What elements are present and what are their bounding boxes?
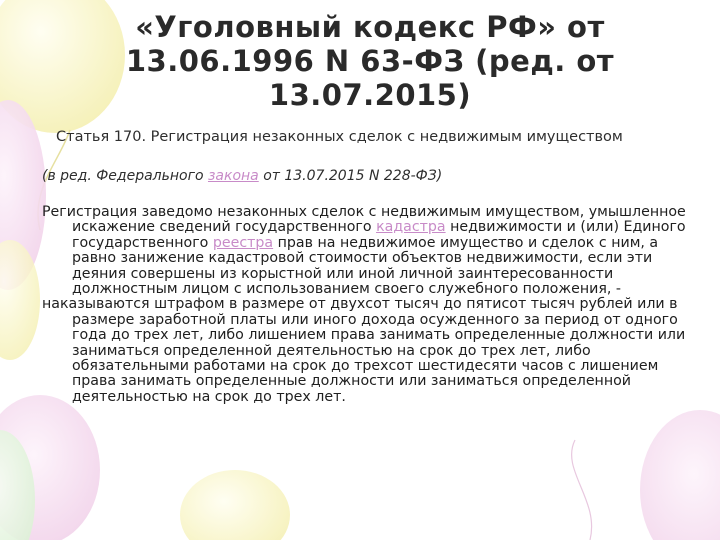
- paragraph-punishment: наказываются штрафом в размере от двухсот тысяч до пятисот тысяч рублей или в размере заработной платы или иного дохода осужденного за период от одного года до трех лет, либо лишением права занимать определенные должности или заниматься определенной деятельностью на срок до трех лет, либо обязательными работами на срок до трехсот шестидесяти часов с лишением права занимать определенные должности или заниматься определенной деятельностью на срок до трех лет.: [42, 296, 686, 405]
- paragraph1-part2: недвижимости и (или) Единого государственного: [72, 219, 686, 251]
- title-line-2: 13.06.1996 N 63-ФЗ (ред. от: [125, 44, 615, 78]
- cadastre-link[interactable]: кадастра: [376, 219, 446, 236]
- article-heading: Статья 170. Регистрация незаконных сделок с недвижимым имуществом: [56, 129, 623, 145]
- title-line-1: «Уголовный кодекс РФ» от: [135, 10, 605, 44]
- article-body: [42, 205, 690, 405]
- paragraph1-part3: прав на недвижимое имущество и сделок с ним, а равно занижение кадастровой стоимости объектов недвижимости, если эти деяния совершены из корыстной или иной личной заинтересованности должностным лицом с использованием своего служебного положения, -: [72, 234, 659, 298]
- amendment-note: [42, 167, 682, 185]
- registry-link[interactable]: реестра: [212, 234, 274, 251]
- page-title: [100, 10, 640, 112]
- amendment-prefix: (в ред. Федерального: [42, 168, 208, 184]
- paragraph1-part1: Регистрация заведомо незаконных сделок с недвижимым имуществом, умышленное искажение сведений государственного: [42, 204, 686, 236]
- title-line-3: 13.07.2015): [268, 78, 472, 112]
- paragraph-offense: [42, 205, 690, 297]
- law-link[interactable]: закона: [207, 168, 259, 184]
- amendment-suffix: от 13.07.2015 N 228-ФЗ): [258, 168, 443, 184]
